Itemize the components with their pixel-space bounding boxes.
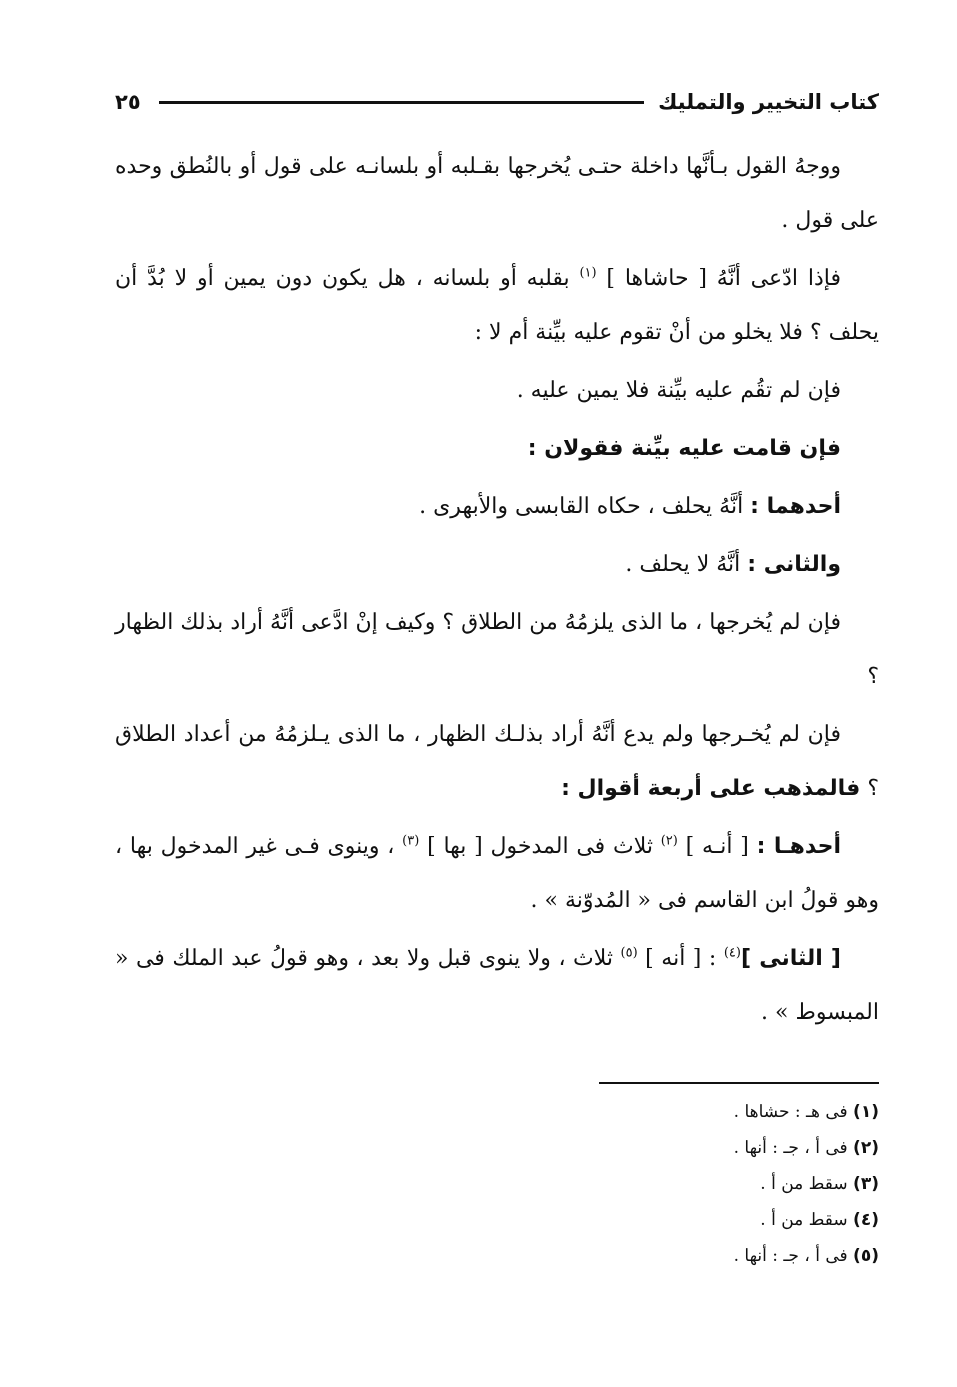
footnotes	[579, 1082, 879, 1274]
footnote-text: فى أ ، جـ : أنها .	[733, 1138, 848, 1158]
paragraph-text: [ أنـه ]	[677, 834, 757, 859]
footnote-2	[579, 1130, 879, 1166]
paragraph-1	[115, 140, 879, 248]
footnote-number: (٥)	[853, 1246, 879, 1266]
footnote-ref: (٢)	[660, 833, 678, 849]
paragraph-text: ، وينوى فـى غير المدخول بها ، وهو قولُ ابن القاسم فى « المُدوّنة » .	[115, 834, 879, 913]
paragraph-text: أنَّهُ يحلف ، حكاه القابسى والأبهرى .	[419, 494, 751, 519]
footnote-3	[579, 1166, 879, 1202]
paragraph-text: : [ أنه ]	[637, 946, 724, 971]
footnote-rule	[599, 1082, 879, 1084]
bold-label: والثانى :	[747, 552, 841, 577]
footnote-number: (٣)	[853, 1174, 879, 1194]
paragraph-text: ثلاث ، ولا ينوى قبل ولا بعد ، وهو قولُ عبد الملك فى « المبسوط » .	[115, 946, 879, 1025]
bold-label: [ الثانى ]	[740, 946, 841, 971]
paragraph-7	[115, 596, 879, 704]
paragraph-text: أنَّهُ لا يحلف .	[625, 552, 748, 577]
paragraph-8	[115, 708, 879, 816]
paragraph-10	[115, 932, 879, 1040]
main-text	[115, 140, 879, 1044]
paragraph-6	[115, 538, 879, 592]
footnote-text: سقط من أ .	[760, 1174, 848, 1194]
paragraph-5	[115, 480, 879, 534]
paragraph-4	[115, 422, 879, 476]
footnote-number: (٢)	[853, 1138, 879, 1158]
header-rule	[159, 101, 644, 104]
footnote-text: فى أ ، جـ : أنها .	[733, 1246, 848, 1266]
bold-label: أحدهـا :	[756, 834, 841, 859]
footnote-ref: (١)	[579, 265, 597, 281]
footnote-ref: (٤)	[723, 945, 741, 961]
footnote-4	[579, 1202, 879, 1238]
bold-heading: فالمذهب على أربعة أقوال :	[561, 776, 861, 801]
running-header	[115, 84, 879, 120]
paragraph-text: فإن لم يُخرجها ، ما الذى يلزمُهُ من الطلاق ؟ وكيف إنْ ادَّعى أنَّهُ أراد بذلك الظهار ؟	[115, 610, 879, 689]
bold-heading: فإن قامت عليه بيِّنة فقولان :	[527, 436, 841, 461]
footnote-number: (١)	[853, 1102, 879, 1122]
chapter-title: كتاب التخيير والتمليك	[658, 90, 879, 114]
paragraph-text: فإذا ادّعى أنَّهُ [ حاشاها ]	[596, 266, 841, 291]
paragraph-text: ثلاث فى المدخول [ بها ]	[419, 834, 661, 859]
paragraph-text: فإن لم تقُم عليه بيِّنة فلا يمين عليه .	[516, 378, 841, 403]
footnote-text: فى هـ : حشاها .	[733, 1102, 848, 1122]
footnote-number: (٤)	[853, 1210, 879, 1230]
paragraph-9	[115, 820, 879, 928]
paragraph-text: ووجهُ القول بـأنَّها داخلة حتـى يُخرجها بقـلبه أو بلسانـه على قول أو بالنُطق وحده على قول .	[115, 154, 879, 233]
footnote-ref: (٥)	[620, 945, 638, 961]
footnote-text: سقط من أ .	[760, 1210, 848, 1230]
paragraph-text: فإن لم يُخـرجها ولم يدع أنَّهُ أراد بذلـك الظهار ، ما الذى يـلزمُهُ من أعداد الطلاق ؟	[115, 722, 879, 801]
paragraph-text: بقلبه أو بلسانه ، هل يكون دون يمين أو لا بُدَّ أن يحلف ؟ فلا يخلو من أنْ تقوم عليه بيِّنة أم لا :	[115, 266, 879, 345]
bold-label: أحدهما :	[750, 494, 841, 519]
footnote-ref: (٣)	[402, 833, 420, 849]
paragraph-2	[115, 252, 879, 360]
footnote-5	[579, 1238, 879, 1274]
page-number: ٢٥	[115, 90, 141, 114]
paragraph-3	[115, 364, 879, 418]
footnote-1	[579, 1094, 879, 1130]
